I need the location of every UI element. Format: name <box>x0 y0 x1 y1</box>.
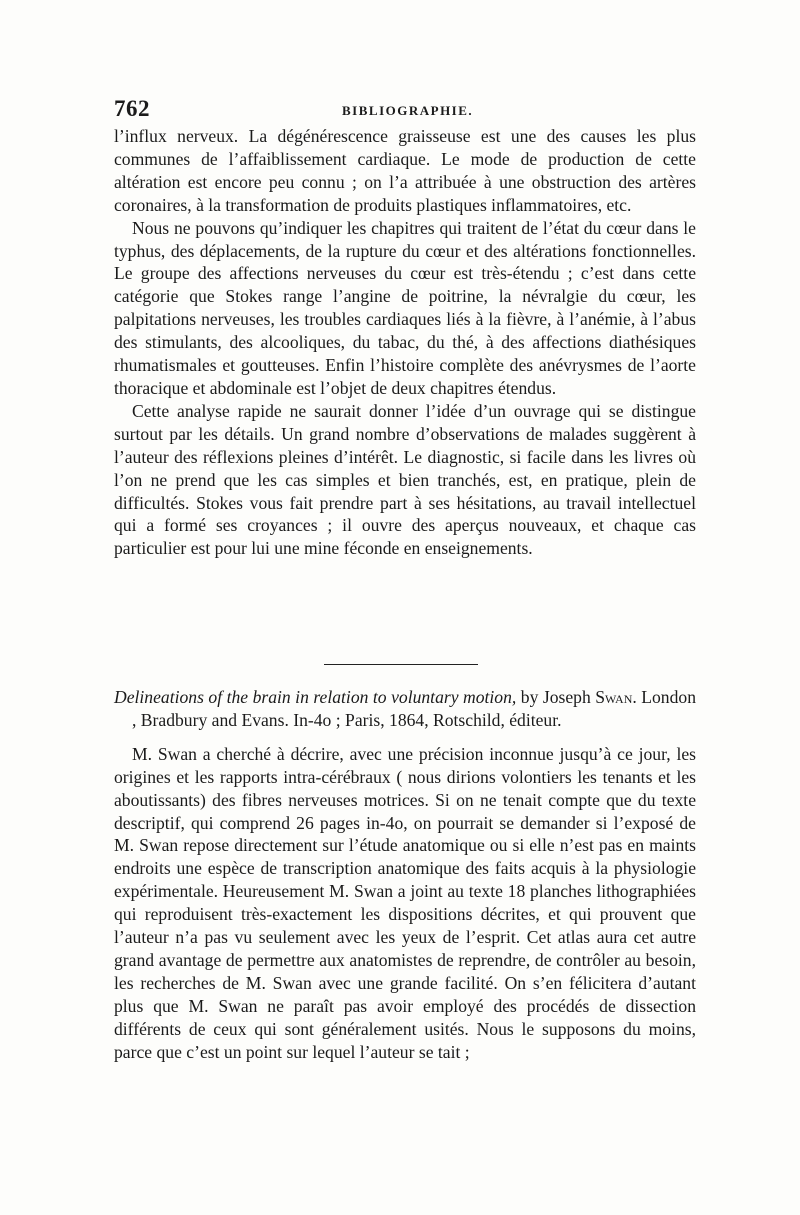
citation-title: Delineations of the brain in relation to voluntary motion, <box>114 687 517 707</box>
paragraph: M. Swan a cherché à décrire, avec une précision inconnue jusqu’à ce jour, les origines et les rapports intra-cérébraux ( nous dirions volontiers les tenants et les aboutissants) des fibres nerveuses motrices. Si on ne tenait compte que du texte descriptif, qui comprend 26 pages in-4o, on pourrait se demander si l’exposé de M. Swan repose directement sur l’étude anatomique ou si elle n’est pas en maints endroits une espèce de transcription anatomique des faits acquis à la physiologie expérimentale. Heureusement M. Swan a joint au texte 18 planches lithographiées qui reproduisent très-exactement les dispositions décrites, et qui prouvent que l’auteur n’a pas vu seulement avec les yeux de l’esprit. Cet atlas aura cet autre grand avantage de permettre aux anatomistes de reprendre, de contrôler au besoin, les recherches de M. Swan avec une grande facilité. On s’en félicitera d’autant plus que M. Swan ne paraît pas avoir employé des procédés de dissection différents de ceux qui sont généralement usités. Nous le supposons du moins, parce que c’est un point sur lequel l’auteur se tait ; <box>114 743 696 1062</box>
page-header <box>114 96 694 126</box>
paragraph: Cette analyse rapide ne saurait donner l’idée d’un ouvrage qui se distingue surtout par les détails. Un grand nombre d’observations de malades suggèrent à l’auteur des réflexions pleines d’intérêt. Le diagnostic, si facile dans les livres où l’on ne prend que les cas simples et bien tranchés, est, en pratique, plein de difficultés. Stokes vous fait prendre part à ses hésitations, au travail intellectuel qui a formé ses croyances ; il ouvre des aperçus nouveaux, et chaque cas particulier est pour lui une mine féconde en enseignements. <box>114 400 696 559</box>
paragraph: Nous ne pouvons qu’indiquer les chapitres qui traitent de l’état du cœur dans le typhus, des déplacements, de la rupture du cœur et des altérations fonctionnelles. Le groupe des affections nerveuses du cœur est très-étendu ; c’est dans cette catégorie que Stokes range l’angine de poitrine, la névralgie du cœur, les palpitations nerveuses, les troubles cardiaques liés à la fièvre, à l’anémie, à l’abus des stimulants, des alcooliques, du tabac, du thé, à des affections diathésiques rhumatismales et goutteuses. Enfin l’histoire complète des anévrysmes de l’aorte thoracique et abdominale est l’objet de deux chapitres étendus. <box>114 217 696 398</box>
review-swan <box>114 686 696 1064</box>
section-divider <box>324 664 478 665</box>
citation-publication: London , Bradbury and Evans. In-4o ; Paris, 1864, Rotschild, éditeur. <box>132 687 696 730</box>
citation-by: by Joseph <box>516 687 596 707</box>
review-stokes-continuation <box>114 125 696 560</box>
citation <box>114 686 696 732</box>
paragraph: l’influx nerveux. La dégénérescence graisseuse est une des causes les plus communes de l’affaiblissement cardiaque. Le mode de production de cette altération est encore peu connu ; on l’a attribuée à une obstruction des artères coronaires, à la transformation de produits plastiques inflammatoires, etc. <box>114 126 696 215</box>
running-head: BIBLIOGRAPHIE. <box>342 103 474 118</box>
page-number: 762 <box>114 96 150 121</box>
citation-author: Swan. <box>595 687 637 707</box>
